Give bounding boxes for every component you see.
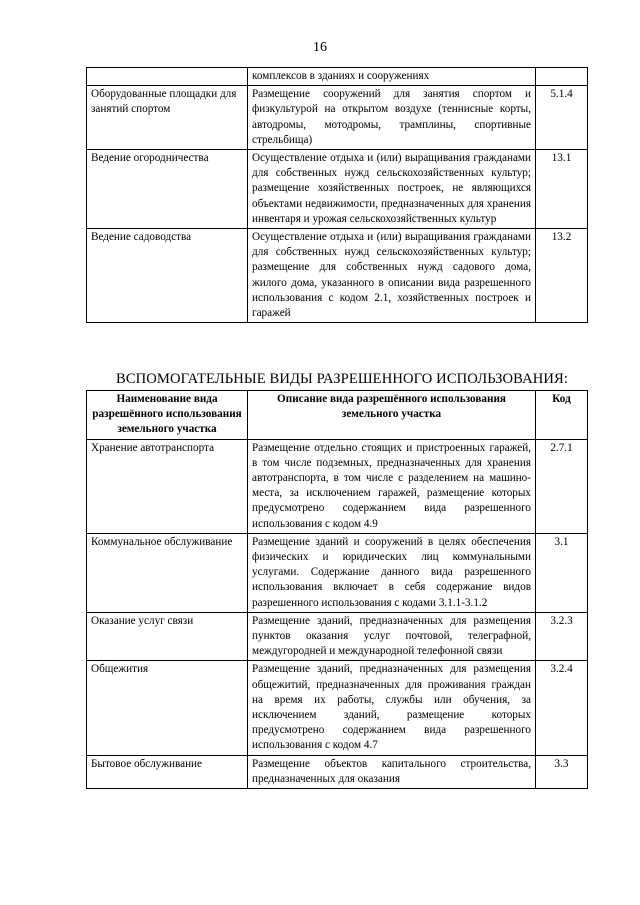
cell-description: Размещение зданий, предназначенных для размещения пунктов оказания услуг почтовой, телеграфной, междугородней и международной телефонной связи [248, 612, 536, 661]
cell-name [87, 68, 248, 86]
cell-name: Хранение автотранспорта [87, 439, 248, 533]
section-heading: ВСПОМОГАТЕЛЬНЫЕ ВИДЫ РАЗРЕШЕННОГО ИСПОЛЬЗОВАНИЯ: [115, 371, 568, 387]
cell-name: Ведение садоводства [87, 229, 248, 323]
cell-description: Осуществление отдыха и (или) выращивания гражданами для собственных нужд сельскохозяйственных культур; размещение для собственных нужд садового дома, жилого дома, указанного в описании вида разрешенного использования с кодом 2.1, хозяйственных построек и гаражей [248, 229, 536, 323]
table-row [87, 755, 588, 788]
main-table-body [87, 68, 588, 323]
cell-name: Ведение огородничества [87, 150, 248, 229]
table-row [87, 661, 588, 755]
table-row [87, 612, 588, 661]
header-description: Описание вида разрешённого использования земельного участка [248, 391, 536, 440]
header-code: Код [536, 391, 588, 440]
cell-description: Размещение сооружений для занятия спортом и физкультурой на открытом воздухе (теннисные корты, автодромы, мотодромы, трамплины, спортивные стрельбища) [248, 86, 536, 150]
table-row [87, 229, 588, 323]
cell-description: Размещение отдельно стоящих и пристроенных гаражей, в том числе подземных, предназначенных для хранения автотранспорта, в том числе с разделением на машино-места, за исключением гаражей, размещение которых предусмотрено содержанием вида разрешенного использования с кодом 4.9 [248, 439, 536, 533]
table-row [87, 68, 588, 86]
table-row [87, 86, 588, 150]
cell-description: Размещение зданий и сооружений в целях обеспечения физических и юридических лиц коммунальными услугами. Содержание данного вида разрешенного использования включает в себя содержание видов разрешенного использования с кодами 3.1.1-3.1.2 [248, 533, 536, 612]
cell-name: Коммунальное обслуживание [87, 533, 248, 612]
cell-name: Оборудованные площадки для занятий спортом [87, 86, 248, 150]
cell-description: Осуществление отдыха и (или) выращивания гражданами для собственных нужд сельскохозяйственных культур; размещение хозяйственных построек, не являющихся объектами недвижимости, предназначенных для хранения инвентаря и урожая сельскохозяйственных культур [248, 150, 536, 229]
table-row [87, 150, 588, 229]
cell-code: 5.1.4 [536, 86, 588, 150]
cell-name: Бытовое обслуживание [87, 755, 248, 788]
header-name: Наименование вида разрешённого использования земельного участка [87, 391, 248, 440]
cell-description: Размещение зданий, предназначенных для размещения общежитий, предназначенных для проживания граждан на время их работы, службы или обучения, за исключением зданий, размещение которых предусмотрено содержанием вида разрешенного использования с кодом 4.7 [248, 661, 536, 755]
cell-code: 2.7.1 [536, 439, 588, 533]
cell-code: 3.1 [536, 533, 588, 612]
cell-code: 13.1 [536, 150, 588, 229]
aux-table-body [87, 439, 588, 788]
permitted-uses-table-continued [86, 67, 588, 323]
table-header-row [87, 391, 588, 440]
cell-code [536, 68, 588, 86]
cell-code: 3.2.3 [536, 612, 588, 661]
cell-code: 3.3 [536, 755, 588, 788]
table-row [87, 533, 588, 612]
table-row [87, 439, 588, 533]
cell-name: Общежития [87, 661, 248, 755]
page-number: 16 [313, 40, 327, 55]
cell-code: 3.2.4 [536, 661, 588, 755]
cell-name: Оказание услуг связи [87, 612, 248, 661]
cell-code: 13.2 [536, 229, 588, 323]
auxiliary-uses-table [86, 390, 588, 789]
cell-description: Размещение объектов капитального строительства, предназначенных для оказания [248, 755, 536, 788]
cell-description: комплексов в зданиях и сооружениях [248, 68, 536, 86]
